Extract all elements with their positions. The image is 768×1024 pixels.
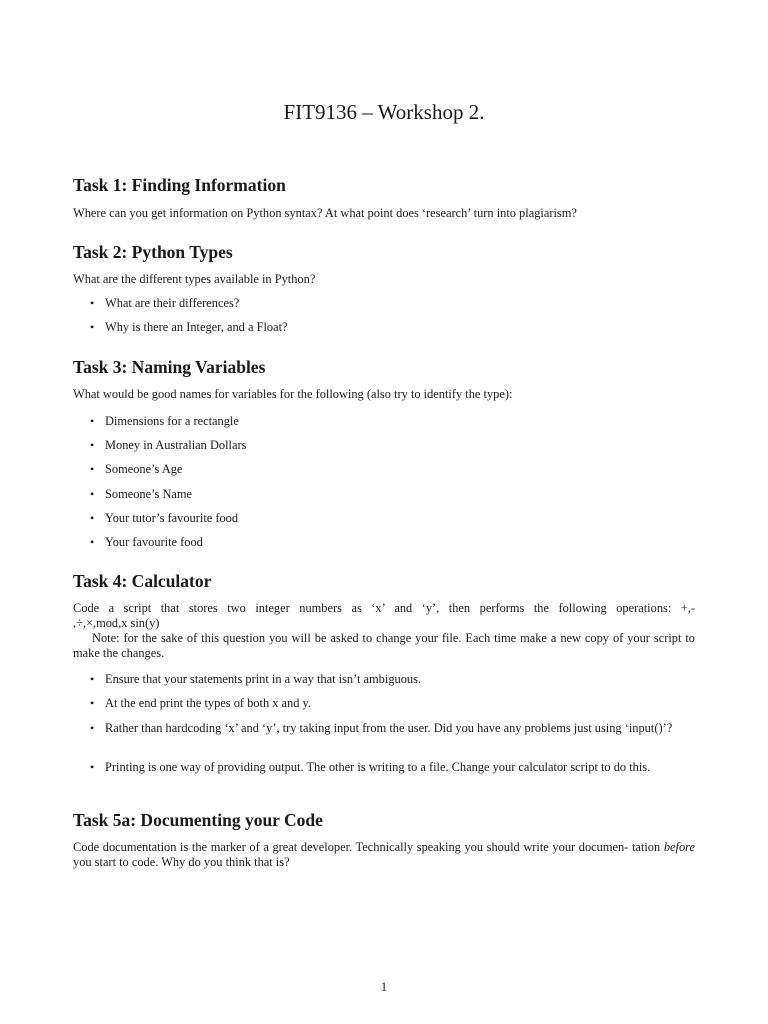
bullet-icon: • xyxy=(90,535,95,549)
task5a-text xyxy=(73,840,695,870)
list-item: • Rather than hardcoding ‘x’ and ‘y’, try taking input from the user. Did you have any problems just using ‘input()’? xyxy=(90,721,673,735)
task4-text-line2: ,÷,×,mod,x sin(y) xyxy=(73,616,160,630)
bullet-icon: • xyxy=(90,511,95,525)
list-item: • Printing is one way of providing output. The other is writing to a file. Change your calculator script to do this. xyxy=(90,760,651,774)
task4-note: Note: for the sake of this question you will be asked to change your file. Each time make a new copy of your script to make the changes. xyxy=(73,631,695,660)
task4-text-line1: Code a script that stores two integer numbers as ‘x’ and ‘y’, then performs the following operations: +,- xyxy=(73,601,695,615)
task5a-heading: Task 5a: Documenting your Code xyxy=(73,810,323,830)
task2-heading: Task 2: Python Types xyxy=(73,242,233,262)
task3-text: What would be good names for variables for the following (also try to identify the type): xyxy=(73,387,513,401)
list-item: • Someone’s Age xyxy=(90,462,183,476)
list-item: • What are their differences? xyxy=(90,296,240,310)
bullet-icon: • xyxy=(90,296,95,310)
bullet-icon: • xyxy=(90,760,95,774)
task1-heading: Task 1: Finding Information xyxy=(73,175,286,195)
task1-text: Where can you get information on Python syntax? At what point does ‘research’ turn into plagiarism? xyxy=(73,206,577,220)
list-item: • Money in Australian Dollars xyxy=(90,438,247,452)
list-item: • Your favourite food xyxy=(90,535,203,549)
list-item: • Your tutor’s favourite food xyxy=(90,511,239,525)
list-item: • At the end print the types of both x and y. xyxy=(90,696,312,710)
task5a-text-part1: Code documentation is the marker of a great developer. Technically speaking you should write your documen- tation xyxy=(73,840,661,854)
task2-text: What are the different types available in Python? xyxy=(73,272,316,286)
bullet-icon: • xyxy=(90,696,95,710)
bullet-icon: • xyxy=(90,438,95,452)
bullet-icon: • xyxy=(90,414,95,428)
bullet-icon: • xyxy=(90,487,95,501)
bullet-icon: • xyxy=(90,672,95,686)
page-number: 1 xyxy=(380,980,388,994)
task3-heading: Task 3: Naming Variables xyxy=(73,357,266,377)
list-item: • Dimensions for a rectangle xyxy=(90,414,239,428)
list-item: • Someone’s Name xyxy=(90,487,193,501)
task4-heading: Task 4: Calculator xyxy=(73,571,212,591)
task5a-text-part2: you start to code. Why do you think that is? xyxy=(73,855,290,869)
list-item: • Why is there an Integer, and a Float? xyxy=(90,320,288,334)
task5a-emphasis: before xyxy=(663,840,696,854)
bullet-icon: • xyxy=(90,462,95,476)
list-item: • Ensure that your statements print in a way that isn’t ambiguous. xyxy=(90,672,422,686)
document-title: FIT9136 – Workshop 2. xyxy=(283,100,485,124)
bullet-icon: • xyxy=(90,320,95,334)
bullet-icon: • xyxy=(90,721,95,735)
